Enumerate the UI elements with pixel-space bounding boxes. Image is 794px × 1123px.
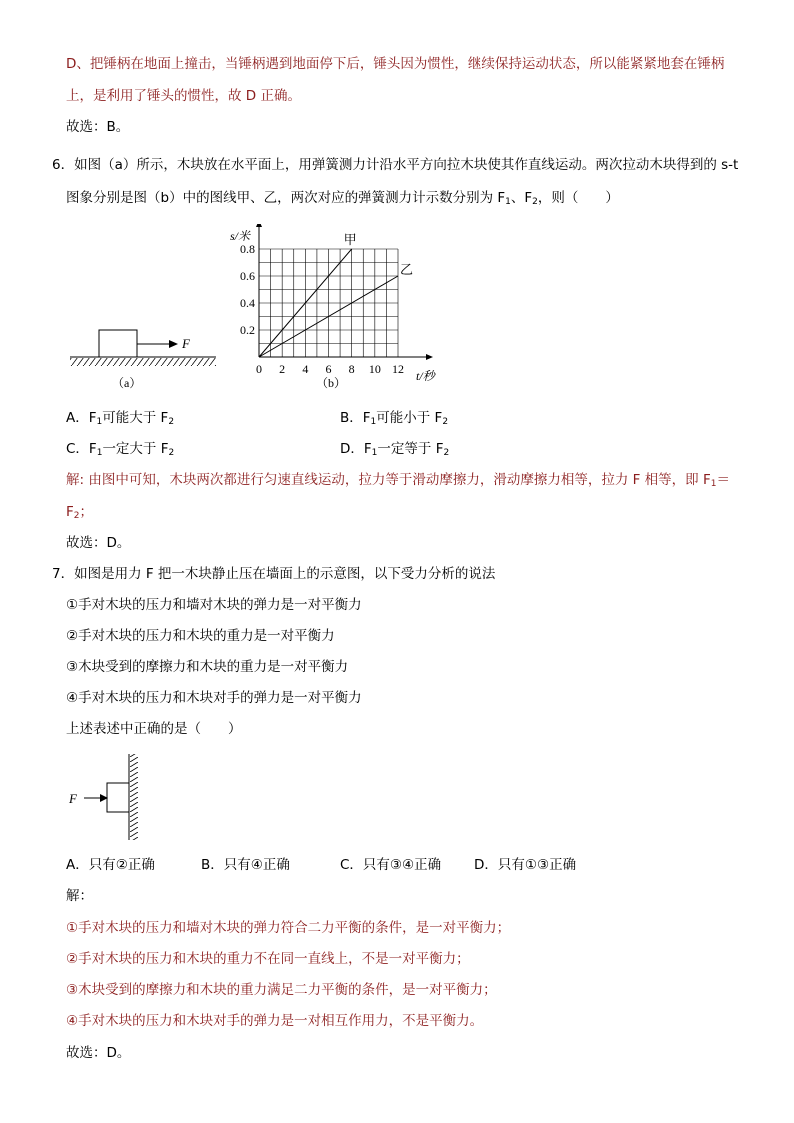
q6-stem-line-2: 图象分别是图（b）中的图线甲、乙，两次对应的弹簧测力计示数分别为 $F_1$、$F_2$，则（ ）	[66, 190, 619, 207]
force-label: F	[182, 336, 190, 351]
q7-solution-3: ③木块受到的摩擦力和木块的重力满足二力平衡的条件，是一对平衡力；	[66, 982, 497, 998]
prev-solution-line-2: 上，是利用了锤头的惯性，故 D 正确。	[66, 88, 301, 104]
q7-answer: 故选：D。	[66, 1045, 131, 1061]
q6-figure-a	[66, 325, 226, 395]
arrow-head-icon	[169, 340, 178, 348]
q6-option-b[interactable]: B．$F_1$可能小于 $F_2$	[340, 410, 449, 427]
series-label-jia: 甲	[343, 232, 357, 247]
q7-statement-3: ③木块受到的摩擦力和木块的重力是一对平衡力	[66, 659, 349, 675]
chart-ticks	[240, 242, 404, 376]
y-axis-label: s/米	[230, 229, 251, 243]
y-axis-arrow-icon	[256, 224, 262, 227]
q7-option-a[interactable]: A．只有②正确	[66, 857, 155, 873]
q7-figure-wall-block	[66, 752, 146, 844]
wooden-block	[107, 783, 129, 812]
fig-b-caption: （b）	[316, 376, 347, 390]
q7-solution-4: ④手对木块的压力和木块对手的弹力是一对相互作用力，不是平衡力。	[66, 1013, 484, 1029]
series-label-yi: 乙	[400, 262, 414, 277]
x-axis-arrow-icon	[426, 354, 433, 360]
q6-option-d[interactable]: D．$F_1$一定等于 $F_2$	[340, 441, 450, 458]
q6-option-c[interactable]: C．$F_1$一定大于 $F_2$	[66, 441, 175, 458]
x-tick-label: 0	[256, 362, 262, 376]
q6-solution-line-1: 解: 由图中可知，木块两次都进行匀速直线运动，拉力等于滑动摩擦力，滑动摩擦力相等，拉力 F 相等，即 $F_1=$	[66, 472, 730, 489]
x-tick-label: 8	[348, 362, 355, 376]
q7-statement-1: ①手对木块的压力和墙对木块的弹力是一对平衡力	[66, 597, 362, 613]
x-tick-label: 6	[325, 362, 332, 376]
q7-solution-head: 解：	[66, 888, 93, 904]
prev-answer: 故选：B。	[66, 119, 130, 135]
q6-answer: 故选：D。	[66, 535, 131, 551]
wooden-block	[99, 330, 137, 357]
q7-option-c[interactable]: C．只有③④正确	[340, 857, 442, 873]
q7-solution-2: ②手对木块的压力和木块的重力不在同一直线上，不是一对平衡力；	[66, 951, 470, 967]
q7-stem: 7．如图是用力 F 把一木块静止压在墙面上的示意图，以下受力分析的说法	[52, 566, 496, 582]
x-tick-label: 10	[368, 362, 381, 376]
x-tick-label: 12	[392, 362, 404, 376]
q7-option-b[interactable]: B．只有④正确	[201, 857, 290, 873]
ground-hatch	[70, 358, 216, 366]
y-tick-label: 0.2	[240, 323, 255, 337]
fig-a-caption: （a）	[112, 376, 142, 390]
x-tick-label: 2	[279, 362, 286, 376]
q7-option-d[interactable]: D．只有①③正确	[474, 857, 577, 873]
q6-solution-line-2: $F_2$；	[66, 504, 93, 521]
q7-ask: 上述表述中正确的是（ ）	[66, 721, 242, 737]
y-tick-label: 0.8	[240, 242, 255, 256]
q7-statement-4: ④手对木块的压力和木块对手的弹力是一对平衡力	[66, 690, 362, 706]
q6-option-a[interactable]: A．$F_1$可能大于 $F_2$	[66, 410, 175, 427]
q6-chart-st	[228, 224, 448, 394]
q7-solution-1: ①手对木块的压力和墙对木块的弹力符合二力平衡的条件，是一对平衡力；	[66, 920, 511, 936]
q6-stem-line-1: 6．如图（a）所示，木块放在水平面上，用弹簧测力计沿水平方向拉木块使其作直线运动。两次拉动木块得到的 s-t	[52, 157, 739, 173]
x-tick-label: 4	[302, 362, 309, 376]
force-label: F	[69, 791, 77, 806]
prev-solution-line-1: D、把锤柄在地面上撞击，当锤柄遇到地面停下后，锤头因为惯性，继续保持运动状态，所以能紧紧地套在锤柄	[66, 56, 725, 72]
q7-statement-2: ②手对木块的压力和木块的重力是一对平衡力	[66, 628, 335, 644]
y-tick-label: 0.4	[240, 296, 255, 310]
wall-hatch	[130, 754, 138, 840]
y-tick-label: 0.6	[240, 269, 255, 283]
chart-grid	[259, 249, 398, 357]
x-axis-label: t/秒	[416, 369, 435, 383]
